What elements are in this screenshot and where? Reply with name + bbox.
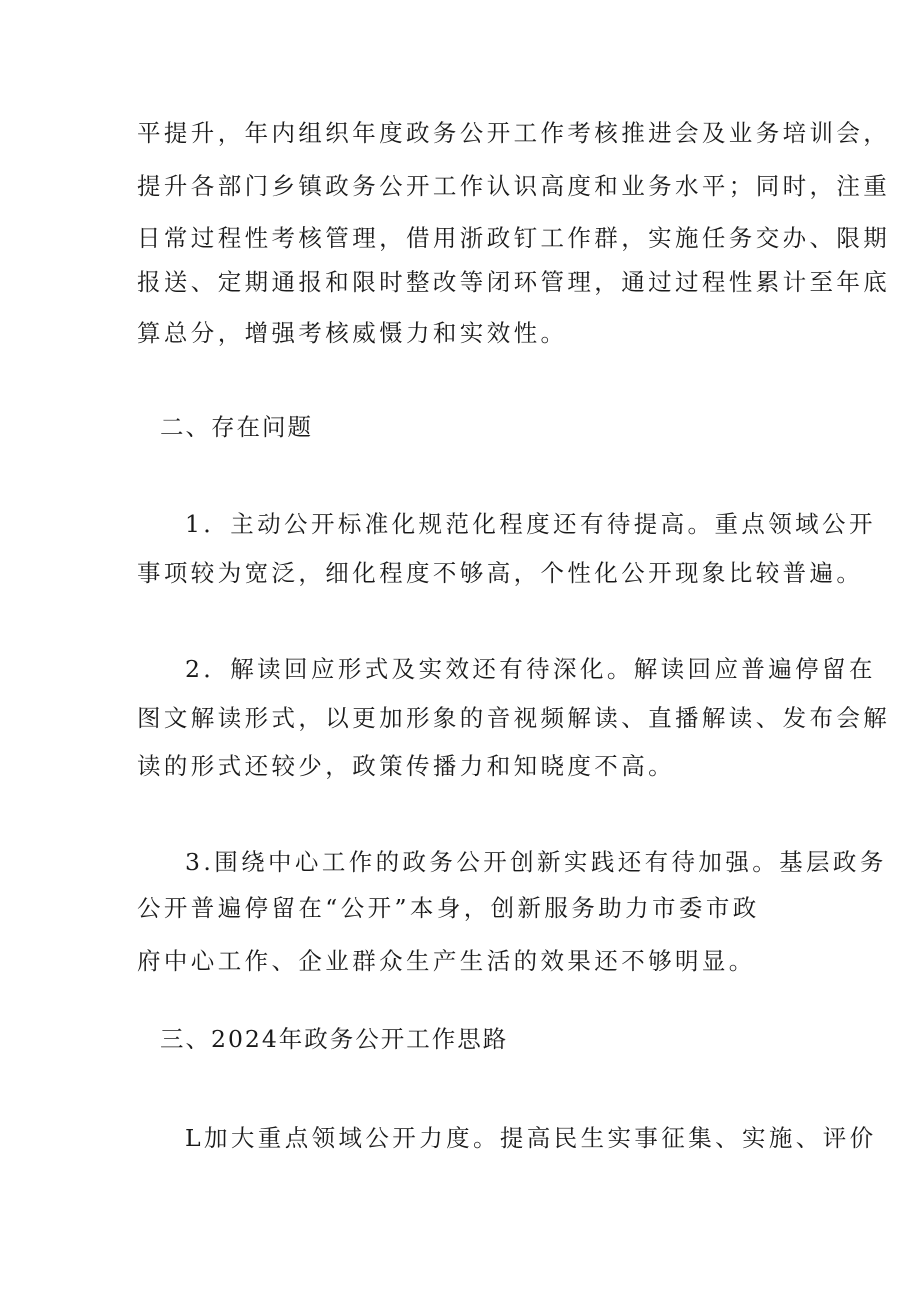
section-three-heading: 三、2024年政务公开工作思路 [160,1025,509,1053]
problem-two-line-2: 图文解读形式，以更加形象的音视频解读、直播解读、发布会解 [137,704,891,732]
problem-two-line-3: 读的形式还较少，政策传播力和知晓度不高。 [137,752,675,780]
problem-three-line-3: 府中心工作、企业群众生产生活的效果还不够明显。 [137,947,756,975]
problem-two-line-1: 2．解读回应形式及实效还有待深化。解读回应普遍停留在 [185,655,876,683]
intro-line-3: 日常过程性考核管理，借用浙政钉工作群，实施任务交办、限期 [137,224,891,252]
problem-three-line-1: 3.围绕中心工作的政务公开创新实践还有待加强。基层政务 [185,848,887,876]
intro-line-2: 提升各部门乡镇政务公开工作认识高度和业务水平；同时，注重 [137,172,891,200]
plan-one-line-1: L加大重点领域公开力度。提高民生实事征集、实施、评价 [185,1124,877,1152]
intro-line-1: 平提升，年内组织年度政务公开工作考核推进会及业务培训会， [137,119,891,147]
problem-one-line-1: 1．主动公开标准化规范化程度还有待提高。重点领域公开 [185,510,876,538]
intro-line-4: 报送、定期通报和限时整改等闭环管理，通过过程性累计至年底 [137,268,891,296]
intro-line-5: 算总分，增强考核威慑力和实效性。 [137,319,568,347]
problem-one-line-2: 事项较为宽泛，细化程度不够高，个性化公开现象比较普遍。 [137,559,864,587]
problem-three-line-2: 公开普遍停留在“公开”本身，创新服务助力市委市政 [137,894,760,922]
section-two-heading: 二、存在问题 [160,413,313,441]
